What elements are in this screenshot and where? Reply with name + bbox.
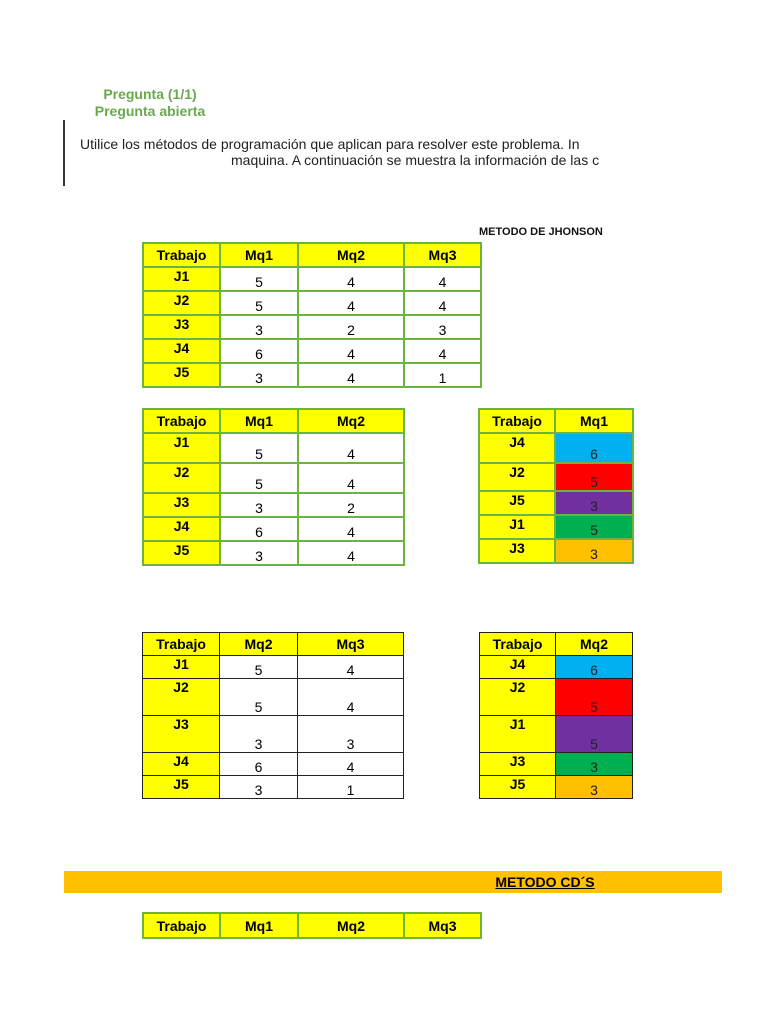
table-row: [143, 463, 404, 493]
table-header-row: [143, 409, 404, 433]
mq1-sequence-table: [478, 408, 634, 564]
job-cell: J2: [480, 679, 556, 716]
table-header-row: [143, 913, 481, 938]
table-row: [143, 363, 481, 387]
header-cell: Mq2: [298, 243, 404, 267]
job-cell: J1: [143, 433, 220, 463]
table-row: [143, 433, 404, 463]
value-cell: 4: [404, 267, 481, 291]
job-cell: J4: [479, 433, 555, 463]
job-cell: J3: [143, 716, 220, 753]
header-cell: Trabajo: [143, 633, 220, 656]
header-cell: Mq3: [404, 243, 481, 267]
table-row: [143, 291, 481, 315]
table-row: [479, 463, 633, 491]
header-cell: Trabajo: [143, 243, 220, 267]
header-cell: Mq2: [298, 913, 404, 938]
table-row: [479, 433, 633, 463]
job-cell: J4: [143, 753, 220, 776]
value-cell: 4: [298, 541, 404, 565]
value-cell: 5: [555, 515, 633, 539]
value-cell: 6: [555, 433, 633, 463]
job-cell: J5: [143, 541, 220, 565]
value-cell: 4: [298, 339, 404, 363]
value-cell: 1: [404, 363, 481, 387]
table-row: [480, 776, 633, 799]
header-cell: Mq2: [298, 409, 404, 433]
value-cell: 4: [404, 291, 481, 315]
job-cell: J5: [480, 776, 556, 799]
johnson-method-label: METODO DE JHONSON: [479, 226, 603, 238]
header-cell: Mq2: [556, 633, 633, 656]
table-row: [143, 315, 481, 339]
value-cell: 3: [220, 493, 298, 517]
table-row: [479, 515, 633, 539]
job-cell: J2: [143, 679, 220, 716]
header-cell: Mq1: [555, 409, 633, 433]
job-cell: J2: [143, 291, 220, 315]
value-cell: 2: [298, 493, 404, 517]
value-cell: 4: [298, 463, 404, 493]
table-row: [143, 679, 404, 716]
value-cell: 4: [404, 339, 481, 363]
question-text: [80, 136, 634, 172]
cds-method-label: METODO CD´S: [495, 874, 595, 890]
table-row: [143, 517, 404, 541]
header-cell: Mq1: [220, 913, 298, 938]
table-row: [480, 656, 633, 679]
table-row: [143, 493, 404, 517]
value-cell: 5: [556, 716, 633, 753]
value-cell: 1: [298, 776, 404, 799]
header-cell: Mq1: [220, 409, 298, 433]
value-cell: 4: [298, 267, 404, 291]
value-cell: 5: [220, 656, 298, 679]
job-cell: J1: [480, 716, 556, 753]
table-row: [143, 753, 404, 776]
value-cell: 3: [220, 541, 298, 565]
value-cell: 3: [298, 716, 404, 753]
value-cell: 6: [220, 753, 298, 776]
job-cell: J4: [143, 339, 220, 363]
table-row: [143, 716, 404, 753]
job-cell: J1: [479, 515, 555, 539]
table-row: [143, 656, 404, 679]
cds-section-band: [64, 871, 722, 893]
job-cell: J3: [143, 315, 220, 339]
value-cell: 3: [556, 753, 633, 776]
table-row: [143, 339, 481, 363]
cds-table: [142, 912, 482, 939]
value-cell: 4: [298, 517, 404, 541]
table-header-row: [480, 633, 633, 656]
value-cell: 3: [220, 776, 298, 799]
header-cell: Trabajo: [480, 633, 556, 656]
job-cell: J3: [143, 493, 220, 517]
value-cell: 6: [556, 656, 633, 679]
question-text-line1: Utilice los métodos de programación que aplican para resolver este problema. In: [80, 136, 580, 152]
value-cell: 3: [555, 539, 633, 563]
header-cell: Mq1: [220, 243, 298, 267]
value-cell: 4: [298, 753, 404, 776]
value-cell: 6: [220, 517, 298, 541]
table-row: [479, 491, 633, 515]
value-cell: 2: [298, 315, 404, 339]
value-cell: 3: [555, 491, 633, 515]
question-text-line2: maquina. A continuación se muestra la información de las c: [231, 152, 600, 168]
value-cell: 3: [220, 363, 298, 387]
johnson-input-table: [142, 242, 482, 388]
value-cell: 5: [555, 463, 633, 491]
job-cell: J5: [479, 491, 555, 515]
job-cell: J3: [480, 753, 556, 776]
header-cell: Trabajo: [479, 409, 555, 433]
job-cell: J2: [479, 463, 555, 491]
mq2-mq3-table: [142, 632, 404, 799]
value-cell: 4: [298, 363, 404, 387]
job-cell: J4: [480, 656, 556, 679]
header-cell: Trabajo: [143, 913, 220, 938]
header-cell: Trabajo: [143, 409, 220, 433]
value-cell: 5: [220, 433, 298, 463]
value-cell: 3: [404, 315, 481, 339]
value-cell: 4: [298, 656, 404, 679]
job-cell: J2: [143, 463, 220, 493]
value-cell: 5: [220, 291, 298, 315]
header-cell: Mq3: [298, 633, 404, 656]
left-divider: [63, 120, 65, 186]
table-row: [143, 541, 404, 565]
mq2-sequence-table: [479, 632, 633, 799]
value-cell: 4: [298, 679, 404, 716]
job-cell: J1: [143, 656, 220, 679]
table-header-row: [479, 409, 633, 433]
value-cell: 5: [220, 679, 298, 716]
value-cell: 6: [220, 339, 298, 363]
table-header-row: [143, 633, 404, 656]
value-cell: 3: [556, 776, 633, 799]
header-cell: Mq3: [404, 913, 481, 938]
table-row: [480, 716, 633, 753]
value-cell: 3: [220, 315, 298, 339]
value-cell: 5: [220, 267, 298, 291]
job-cell: J4: [143, 517, 220, 541]
value-cell: 3: [220, 716, 298, 753]
question-type: Pregunta abierta: [94, 103, 206, 119]
value-cell: 5: [220, 463, 298, 493]
value-cell: 4: [298, 291, 404, 315]
table-row: [143, 776, 404, 799]
table-row: [143, 267, 481, 291]
header-cell: Mq2: [220, 633, 298, 656]
table-header-row: [143, 243, 481, 267]
table-row: [479, 539, 633, 563]
value-cell: 5: [556, 679, 633, 716]
job-cell: J1: [143, 267, 220, 291]
job-cell: J5: [143, 776, 220, 799]
mq1-mq2-table: [142, 408, 405, 566]
table-row: [480, 753, 633, 776]
table-row: [480, 679, 633, 716]
job-cell: J3: [479, 539, 555, 563]
job-cell: J5: [143, 363, 220, 387]
question-number: Pregunta (1/1): [103, 86, 197, 102]
value-cell: 4: [298, 433, 404, 463]
